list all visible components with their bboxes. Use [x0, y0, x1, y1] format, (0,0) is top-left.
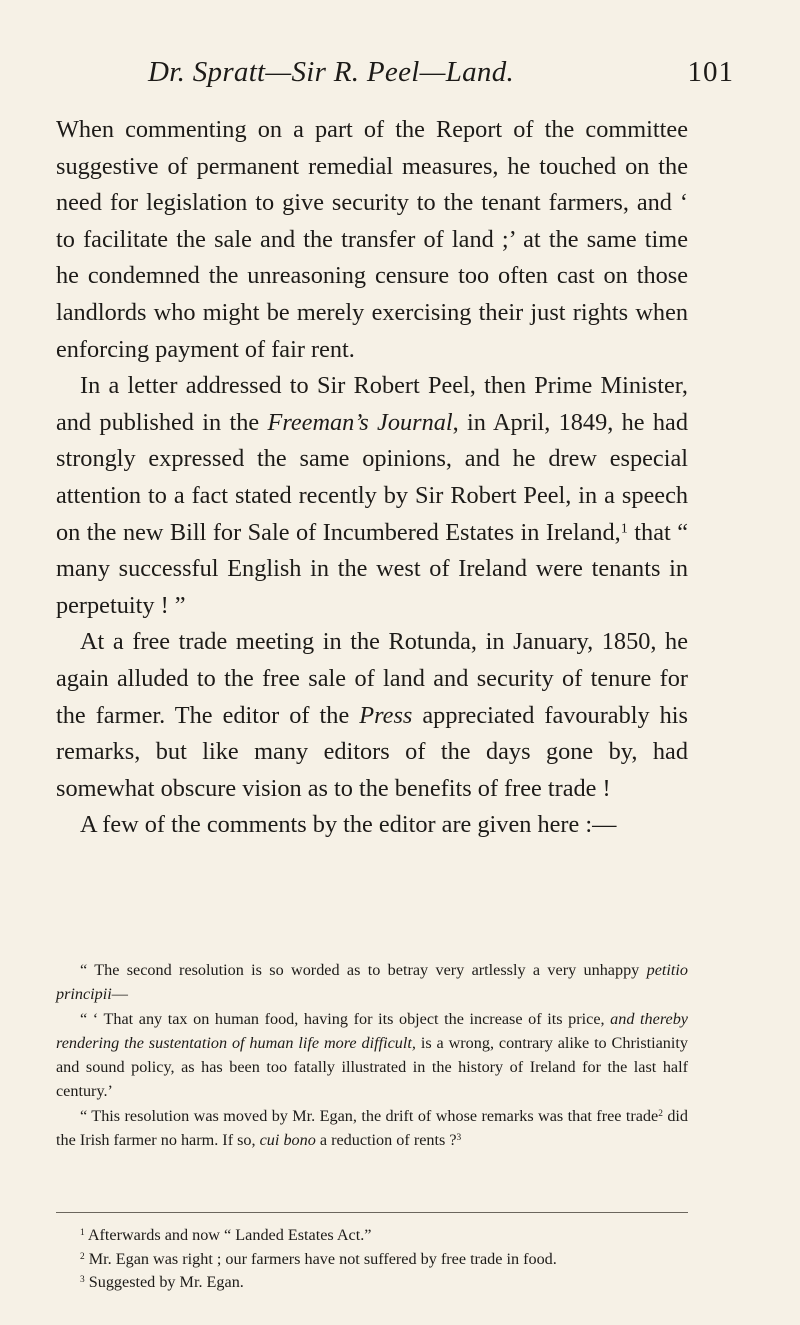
quote-2-text-a: “ ‘ That any tax on human food, having for its object the increase of its price, — [80, 1009, 611, 1028]
quote-3-text-c: a reduction of rents ? — [315, 1131, 457, 1150]
running-title: Dr. Spratt—Sir R. Peel—Land. — [148, 56, 515, 88]
paragraph-3-text-b: appreciated favourably his remarks, but like many editors of the days gone by, had somewhat obscure vision as to the benefits of free trade ! — [56, 701, 688, 802]
paragraph-2 — [56, 368, 688, 624]
footnote-3-mark: 3 — [80, 1275, 85, 1286]
footnote-ref-3: 3 — [456, 1132, 462, 1143]
footnote-2-mark: 2 — [80, 1251, 85, 1262]
quote-2-italic: and thereby rendering the sustentation of human life more difficult, — [56, 1009, 688, 1052]
press-title: Press — [359, 701, 413, 729]
freemans-journal-title: Freeman’s Journal — [267, 408, 453, 436]
paragraph-3 — [56, 624, 688, 807]
body-text — [56, 112, 688, 844]
footnote-2 — [56, 1248, 688, 1272]
paragraph-3-text-a: At a free trade meeting in the Rotunda, in January, 1850, he again alluded to the free sale of land and security of tenure for the farmer. The editor of the — [56, 628, 688, 729]
running-header — [148, 56, 734, 96]
footnote-ref-1: 1 — [620, 519, 628, 536]
paragraph-2-text-c: that “ many successful English in the west of Ireland were tenants in perpetuity ! ” — [56, 518, 688, 619]
footnote-divider — [56, 1212, 688, 1213]
paragraph-2-text-a: In a letter addressed to Sir Robert Peel, then Prime Minister, and published in the — [56, 372, 688, 436]
quote-2-text-b: is a wrong, contrary alike to Christianity and sound policy, as has been too fatally illustrated in the history of Ireland for the last half century.’ — [56, 1033, 688, 1101]
page-number: 101 — [687, 56, 734, 88]
quote-paragraph-2 — [56, 1007, 688, 1104]
paragraph-1: When commenting on a part of the Report of the committee suggestive of permanent remedial measures, he touched on the need for legislation to give security to the tenant farmers, and ‘ to facilitate the sale and the transfer of land ;’ at the same time he condemned the unreasoning censure too often cast on those landlords who might be merely exercising their just rights when enforcing payment of fair rent. — [56, 116, 688, 363]
footnote-3-text: Suggested by Mr. Egan. — [84, 1273, 244, 1292]
quote-3-text-a: “ This resolution was moved by Mr. Egan, the drift of whose remarks was that free trade — [80, 1106, 659, 1125]
footnote-1 — [56, 1224, 688, 1248]
paragraph-2-text-b: , in April, 1849, he had strongly expressed the same opinions, and he drew especial attention to a fact stated recently by Sir Robert Peel, in a speech on the new Bill for Sale of Incumbered Estates in Ireland, — [56, 408, 688, 546]
footnotes — [56, 1224, 688, 1295]
cui-bono-italic: cui bono — [259, 1131, 316, 1150]
footnote-2-text: Mr. Egan was right ; our farmers have not suffered by free trade in food. — [84, 1249, 557, 1268]
footnote-ref-2: 2 — [658, 1108, 663, 1119]
footnote-1-text: Afterwards and now “ Landed Estates Act.” — [84, 1226, 372, 1244]
quote-1-italic: petitio principii — [56, 961, 688, 1004]
quote-paragraph-3 — [56, 1104, 688, 1153]
footnote-1-mark: 1 — [80, 1227, 85, 1238]
quote-paragraph-1 — [56, 958, 688, 1007]
quote-1-text-a: “ The second resolution is so worded as to betray very artlessly a very unhappy — [80, 961, 647, 979]
paragraph-4: A few of the comments by the editor are given here :— — [80, 811, 617, 839]
block-quote — [56, 958, 688, 1152]
quote-1-text-b: — — [111, 985, 128, 1004]
footnote-3 — [56, 1271, 688, 1295]
quote-3-text-b: did the Irish farmer no harm. If so, — [56, 1106, 689, 1150]
